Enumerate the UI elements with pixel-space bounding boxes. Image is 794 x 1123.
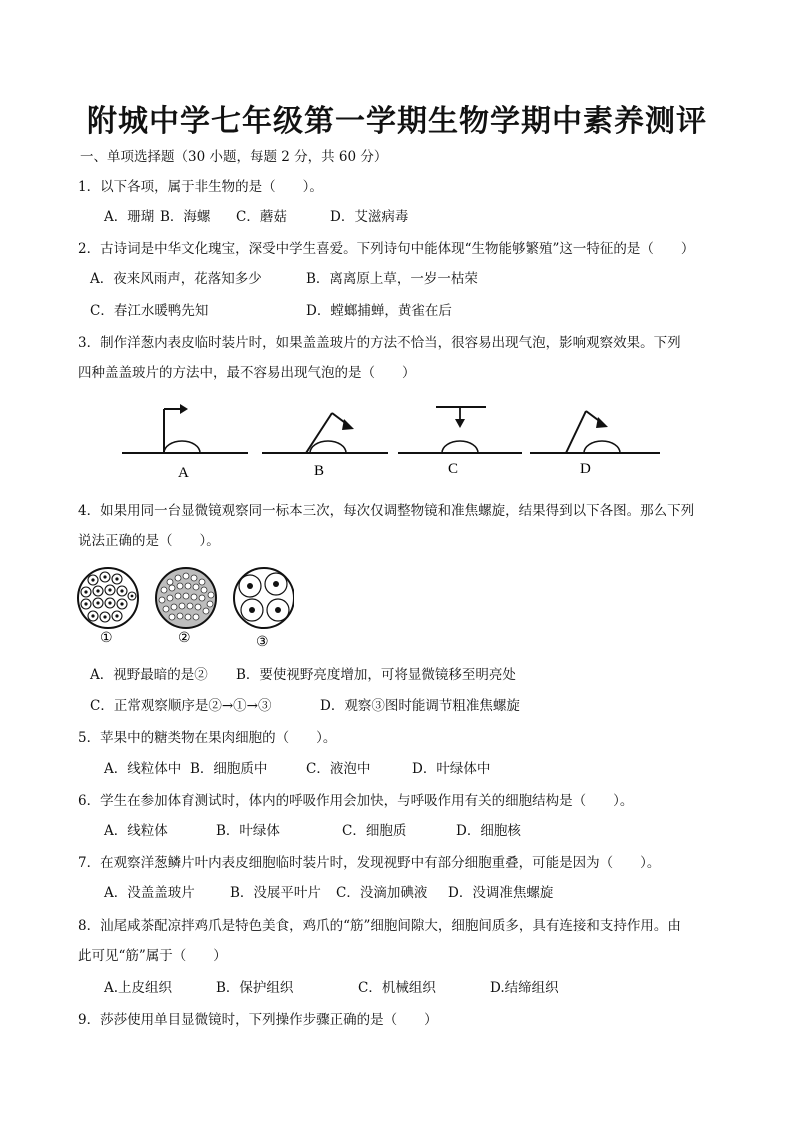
question-4-option-d: D．观察③图时能调节粗准焦螺旋 (320, 698, 520, 714)
question-9-stem: 9．莎莎使用单目显微镜时，下列操作步骤正确的是（ ） (78, 1012, 438, 1028)
question-6-stem: 6．学生在参加体育测试时，体内的呼吸作用会加快，与呼吸作用有关的细胞结构是（ ）。 (78, 793, 634, 809)
field-1-label: ① (100, 631, 113, 646)
section-heading: 一、单项选择题（30 小题，每题 2 分，共 60 分） (80, 149, 388, 165)
question-8-option-b: B．保护组织 (216, 980, 294, 996)
question-5-option-d: D．叶绿体中 (412, 761, 491, 777)
question-1-option-a: A．珊瑚 (104, 209, 155, 225)
field-3-label: ③ (256, 635, 269, 648)
question-1-option-c: C．蘑菇 (236, 209, 287, 225)
method-b-label: B (314, 463, 325, 479)
question-8-option-d: D.结缔组织 (490, 980, 559, 996)
method-a-diagram (122, 404, 248, 481)
question-4-option-c: C．正常观察顺序是②→①→③ (90, 698, 272, 714)
question-2-option-a: A．夜来风雨声，花落知多少 (90, 271, 262, 287)
page-title: 附城中学七年级第一学期生物学期中素养测评 (87, 104, 707, 139)
question-5-stem: 5．苹果中的糖类物在果肉细胞的（ ）。 (78, 730, 337, 746)
question-3-stem-line2: 四种盖盖玻片的方法中，最不容易出现气泡的是（ ） (78, 365, 416, 381)
question-4-stem-line2: 说法正确的是（ ）。 (78, 533, 220, 549)
question-6-option-b: B．叶绿体 (216, 823, 280, 839)
field-2-label: ② (178, 631, 191, 646)
method-d-diagram (530, 411, 660, 477)
question-1-option-b: B．海螺 (160, 209, 211, 225)
question-4-option-a: A．视野最暗的是② (90, 667, 208, 683)
field-2-diagram (156, 568, 216, 646)
question-5-option-c: C．液泡中 (306, 761, 371, 777)
question-7-option-a: A．没盖盖玻片 (104, 885, 195, 901)
question-5-option-a: A．线粒体中 (104, 761, 182, 777)
question-4-option-b: B．要使视野亮度增加，可将显微镜移至明亮处 (236, 667, 516, 683)
question-2-stem: 2．古诗词是中华文化瑰宝，深受中学生喜爱。下列诗句中能体现“生物能够繁殖”这一特征的是（ ） (78, 241, 695, 257)
method-c-diagram (398, 407, 522, 477)
question-6-option-a: A．线粒体 (104, 823, 168, 839)
coverslip-method-figure (120, 395, 670, 483)
question-6-option-d: D．细胞核 (456, 823, 521, 839)
question-7-option-d: D．没调准焦螺旋 (448, 885, 554, 901)
field-3-diagram (234, 568, 294, 648)
microscope-field-figure (74, 566, 294, 648)
question-4-stem-line1: 4．如果用同一台显微镜观察同一标本三次，每次仅调整物镜和准焦螺旋，结果得到以下各图。那么下列 (78, 503, 695, 519)
question-8-stem-line1: 8．汕尾咸茶配凉拌鸡爪是特色美食，鸡爪的“筋”细胞间隙大，细胞间质多，具有连接和支持作用。由 (78, 918, 681, 934)
method-c-label: C (448, 461, 459, 477)
question-8-option-a: A.上皮组织 (104, 980, 173, 996)
method-d-label: D (580, 461, 591, 477)
method-b-diagram (262, 413, 388, 479)
question-3-stem-line1: 3．制作洋葱内表皮临时装片时，如果盖盖玻片的方法不恰当，很容易出现气泡，影响观察效果。下列 (78, 335, 681, 351)
question-5-option-b: B．细胞质中 (190, 761, 268, 777)
field-1-diagram (78, 568, 138, 646)
question-2-option-d: D．螳螂捕蝉，黄雀在后 (306, 303, 452, 319)
question-7-stem: 7．在观察洋葱鳞片叶内表皮细胞临时装片时，发现视野中有部分细胞重叠，可能是因为（ ）。 (78, 855, 661, 871)
question-2-option-b: B．离离原上草，一岁一枯荣 (306, 271, 478, 287)
question-8-stem-line2: 此可见“筋”属于（ ） (78, 948, 227, 964)
question-7-option-c: C．没滴加碘液 (336, 885, 428, 901)
question-1-option-d: D．艾滋病毒 (330, 209, 409, 225)
question-7-option-b: B．没展平叶片 (230, 885, 321, 901)
method-a-label: A (178, 465, 189, 481)
question-6-option-c: C．细胞质 (342, 823, 407, 839)
question-1-stem: 1．以下各项，属于非生物的是（ ）。 (78, 179, 323, 195)
question-2-option-c: C．春江水暖鸭先知 (90, 303, 209, 319)
question-8-option-c: C．机械组织 (358, 980, 436, 996)
